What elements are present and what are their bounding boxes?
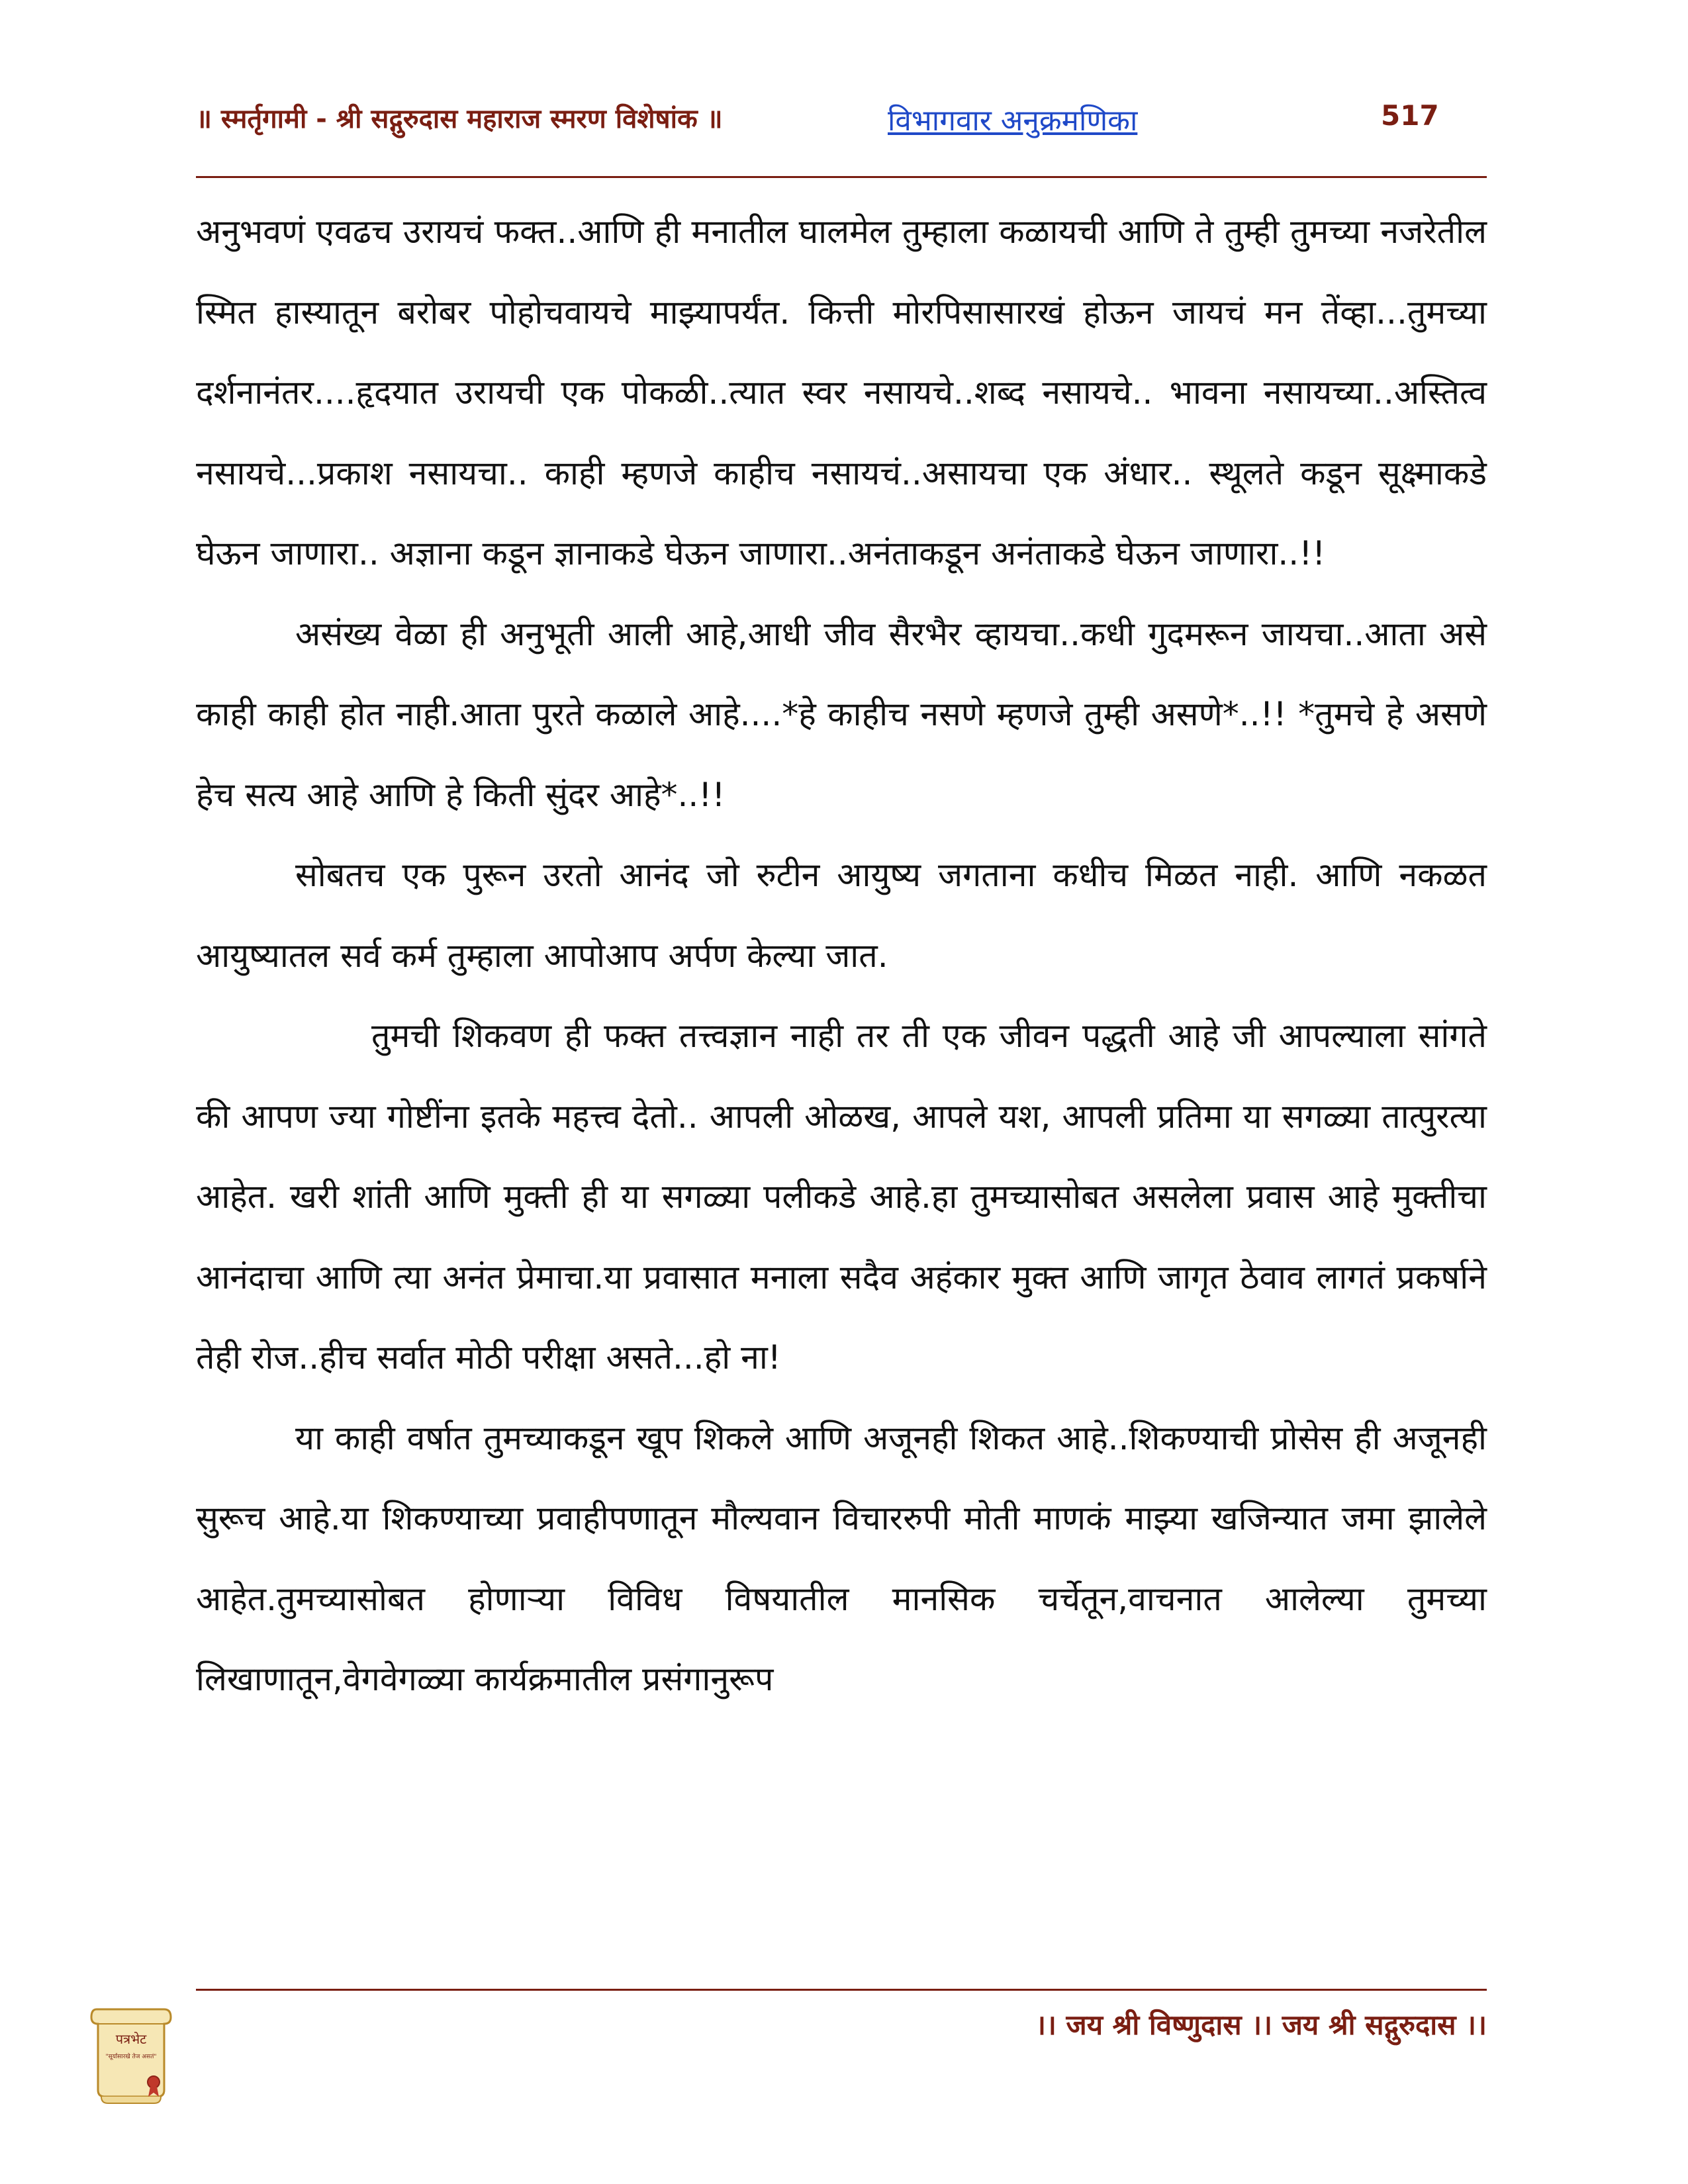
scroll-logo-icon [85, 1997, 177, 2110]
article-body [196, 192, 1487, 1720]
paragraph: या काही वर्षात तुमच्याकडून खूप शिकले आणि अजूनही शिकत आहे..शिकण्याची प्रोसेस ही अजूनही सुरूच आहे.या शिकण्याच्या प्रवाहीपणातून मौल्यवान विचाररुपी मोती माणकं माझ्या खजिन्यात जमा झालेले आहेत.तुमच्यासोबत होणाऱ्या विविध विषयातील मानसिक चर्चेतून,वाचनात आलेल्या तुमच्या लिखाणातून,वेगवेगळ्या कार्यक्रमातील प्रसंगानुरूप [196, 1418, 1487, 1698]
page-header [196, 99, 1487, 152]
paragraph: अनुभवणं एवढच उरायचं फक्त..आणि ही मनातील घालमेल तुम्हाला कळायची आणि ते तुम्ही तुमच्या नजरेतील स्मित हास्यातून बरोबर पोहोचवायचे माझ्यापर्यंत. कित्ती मोरपिसासारखं होऊन जायचं मन तेंव्हा...तुमच्या दर्शनानंतर....हृदयात उरायची एक पोकळी..त्यात स्वर नसायचे..शब्द नसायचे.. भावना नसायच्या..अस्तित्व नसायचे...प्रकाश नसायचा.. काही म्हणजे काहीच नसायचं..असायचा एक अंधार.. स्थूलते कडून सूक्ष्माकडे घेऊन जाणारा.. अज्ञाना कडून ज्ञानाकडे घेऊन जाणारा..अनंताकडून अनंताकडे घेऊन जाणारा..!! [196, 212, 1487, 572]
logo-subtitle: "सूर्यासारखे तेज असतं" [105, 2054, 157, 2060]
section-index-link[interactable]: विभागवार अनुक्रमणिका [888, 104, 1138, 138]
logo-label: पत्रभेट [115, 2031, 147, 2047]
header-divider [196, 176, 1487, 178]
issue-title: ॥ स्मर्तृगामी - श्री सद्गुरुदास महाराज स्मरण विशेषांक ॥ [196, 104, 723, 134]
paragraph: असंख्य वेळा ही अनुभूती आली आहे,आधी जीव सैरभैर व्हायचा..कधी गुदमरून जायचा..आता असे काही काही होत नाही.आता पुरते कळाले आहे....*हे काहीच नसणे म्हणजे तुम्ही असणे*..!! *तुमचे हे असणे हेच सत्य आहे आणि हे किती सुंदर आहे*..!! [196, 614, 1487, 814]
page-number: 517 [1381, 99, 1439, 132]
footer-blessing: ।। जय श्री विष्णुदास ।। जय श्री सद्गुरुदास ।। [1035, 2009, 1487, 2041]
paragraph: सोबतच एक पुरून उरतो आनंद जो रुटीन आयुष्य जगताना कधीच मिळत नाही. आणि नकळत आयुष्यातल सर्व कर्म तुम्हाला आपोआप अर्पण केल्या जात. [196, 856, 1487, 975]
paragraph: तुमची शिकवण ही फक्त तत्त्वज्ञान नाही तर ती एक जीवन पद्धती आहे जी आपल्याला सांगते की आपण ज्या गोष्टींना इतके महत्त्व देतो.. आपली ओळख, आपले यश, आपली प्रतिमा या सगळ्या तात्पुरत्या आहेत. खरी शांती आणि मुक्ती ही या सगळ्या पलीकडे आहे.हा तुमच्यासोबत असलेला प्रवास आहे मुक्तीचा आनंदाचा आणि त्या अनंत प्रेमाचा.या प्रवासात मनाला सदैव अहंकार मुक्त आणि जागृत ठेवाव लागतं प्रकर्षाने तेही रोज..हीच सर्वात मोठी परीक्षा असते...हो ना! [196, 1017, 1487, 1377]
footer-divider [196, 1989, 1487, 1991]
